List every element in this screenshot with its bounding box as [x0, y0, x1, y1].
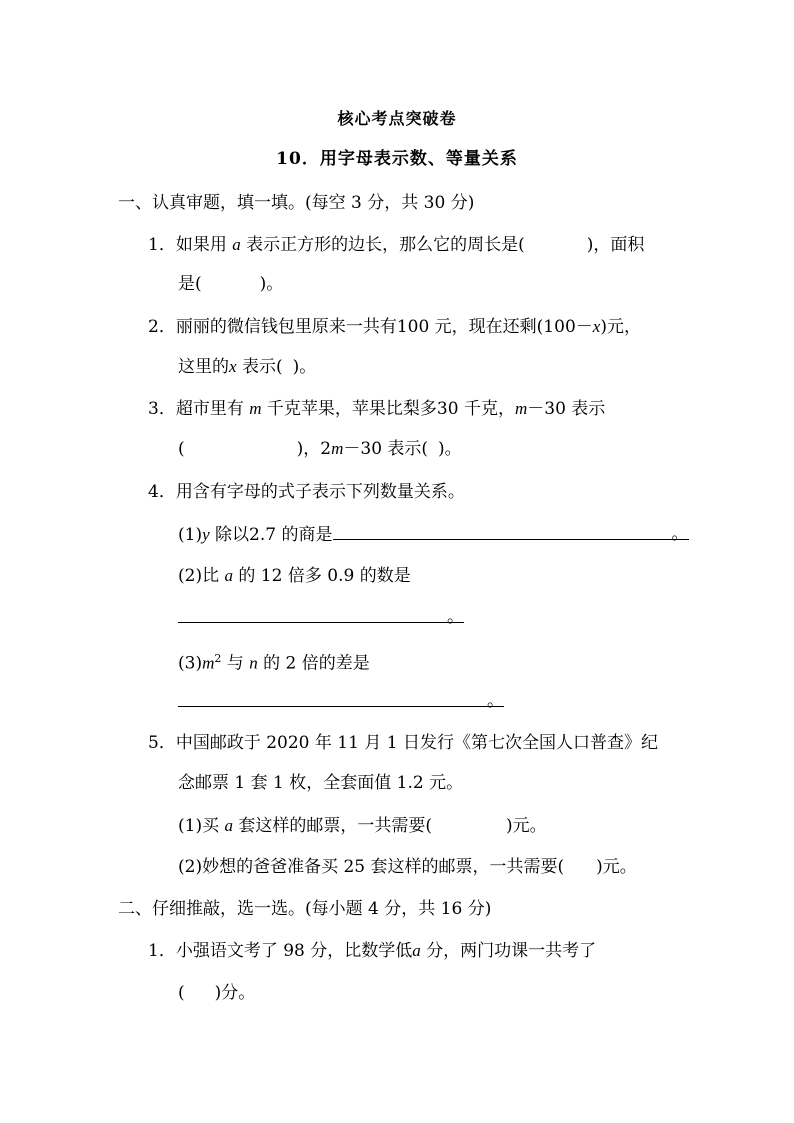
- question-3-line-2: ( )，2m－30 表示( )。: [178, 439, 462, 459]
- section-2-heading: 二、仔细推敲，选一选。(每小题 4 分，共 16 分): [118, 899, 492, 919]
- question-4-part-3: $(3)m^2$ 与 n 的 2 倍的差是: [178, 652, 370, 674]
- question-number: 5．: [148, 733, 176, 753]
- question-number: 1．: [148, 235, 176, 255]
- question-3-line-1: 3．超市里有 m 千克苹果，苹果比梨多30 千克，m－30 表示: [148, 399, 606, 419]
- variable: x: [592, 317, 601, 336]
- question-4-part-2-answer: [178, 606, 464, 629]
- question-number: 3．: [148, 399, 176, 419]
- question-4-part-1: (1)y 除以2.7 的商是 。: [178, 524, 689, 545]
- question-5-line-1: 5．中国邮政于 2020 年 11 月 1 日发行《第七次全国人口普查》纪: [148, 733, 658, 753]
- question-2-line-1: 2．丽丽的微信钱包里原来一共有100 元，现在还剩(100－x)元，: [148, 317, 641, 337]
- question-1-line-2: 是( )。: [178, 274, 284, 294]
- question-5-part-1: (1)买 a 套这样的邮票，一共需要( )元。: [178, 816, 547, 836]
- variable: a: [412, 941, 421, 960]
- question-number: 4．: [148, 482, 176, 502]
- variable: a: [232, 235, 241, 254]
- section-1-heading: 一、认真审题，填一填。(每空 3 分，共 30 分): [118, 193, 475, 213]
- answer-line[interactable]: 。: [178, 606, 464, 623]
- variable: x: [229, 357, 237, 376]
- exam-title: 核心考点突破卷: [337, 109, 457, 128]
- question-4-part-3-answer: [178, 690, 504, 713]
- exam-subtitle: 10．用字母表示数、等量关系: [276, 149, 518, 169]
- question-1-line-1: 1．如果用 a 表示正方形的边长，那么它的周长是( )，面积: [148, 235, 645, 255]
- answer-line[interactable]: 。: [178, 690, 504, 707]
- question-number: 2．: [148, 317, 176, 337]
- variable: m: [202, 653, 215, 673]
- variable: m: [249, 399, 262, 418]
- question-5-part-2: (2)妙想的爸爸准备买 25 套这样的邮票，一共需要( )元。: [178, 857, 637, 877]
- variable: a: [224, 566, 233, 585]
- section-2-question-1-line-1: 1．小强语文考了 98 分，比数学低a 分，两门功课一共考了: [148, 941, 597, 961]
- question-5-line-2: 念邮票 1 套 1 枚，全套面值 1.2 元。: [178, 773, 464, 793]
- question-number: 1．: [148, 941, 176, 961]
- question-4-part-2: (2)比 a 的 12 倍多 0.9 的数是: [178, 566, 411, 586]
- variable: m: [331, 439, 344, 458]
- answer-line[interactable]: 。: [333, 523, 689, 540]
- variable: a: [224, 816, 233, 835]
- question-2-line-2: 这里的x 表示( )。: [178, 357, 317, 377]
- question-4-line-1: 4．用含有字母的式子表示下列数量关系。: [148, 482, 465, 502]
- section-2-question-1-line-2: ( )分。: [178, 983, 256, 1003]
- variable: n: [249, 653, 258, 673]
- variable: y: [202, 525, 210, 544]
- variable: m: [514, 399, 528, 418]
